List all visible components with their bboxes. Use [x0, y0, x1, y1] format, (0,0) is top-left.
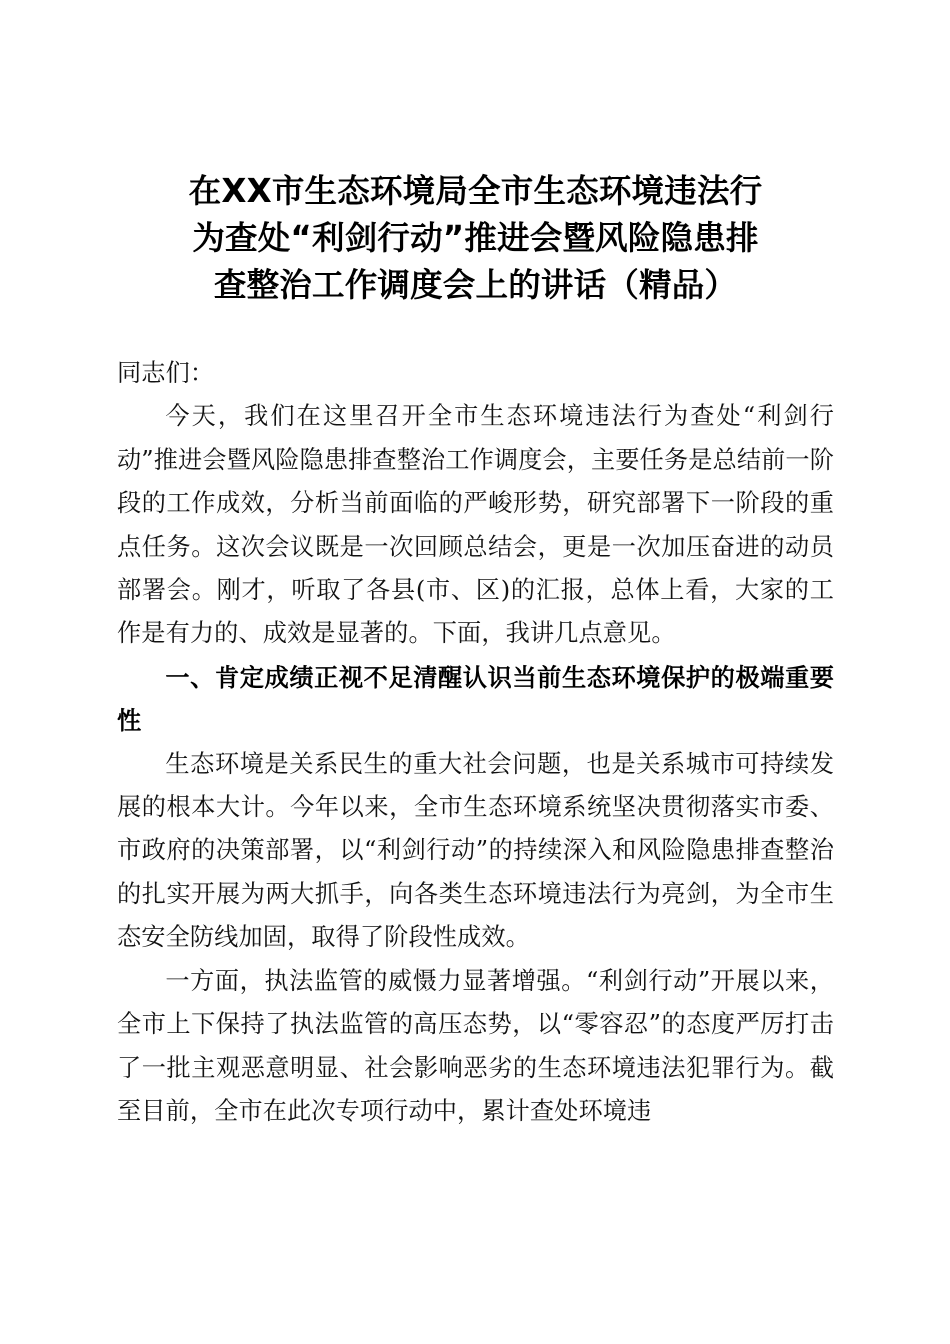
title-line-3: 查整治工作调度会上的讲话（精品）: [213, 266, 738, 304]
paragraph-section-one-1: 生态环境是关系民生的重大社会问题，也是关系城市可持续发展的根本大计。今年以来，全市生态环境系统坚决贯彻落实市委、市政府的决策部署，以“利剑行动”的持续深入和风险隐患排查整治的扎实开展为两大抓手，向各类生态环境违法行为亮剑，为全市生态安全防线加固，取得了阶段性成效。: [117, 749, 834, 952]
section-heading-one: 一、肯定成绩正视不足清醒认识当前生态环境保护的极端重要性: [117, 662, 834, 736]
title-line-1: 在XX市生态环境局全市生态环境违法行: [188, 172, 763, 210]
salutation-line: 同志们：: [117, 359, 215, 387]
paragraph-intro: 今天，我们在这里召开全市生态环境违法行为查处“利剑行动”推进会暨风险隐患排查整治工作调度会，主要任务是总结前一阶段的工作成效，分析当前面临的严峻形势，研究部署下一阶段的重点任务。这次会议既是一次回顾总结会，更是一次加压奋进的动员部署会。刚才，听取了各县(市、区)的汇报，总体上看，大家的工作是有力的、成效是显著的。下面，我讲几点意见。: [117, 402, 834, 648]
paragraph-section-one-2: 一方面，执法监管的威慑力显著增强。“利剑行动”开展以来，全市上下保持了执法监管的高压态势，以“零容忍”的态度严厉打击了一批主观恶意明显、社会影响恶劣的生态环境违法犯罪行为。截至目前，全市在此次专项行动中，累计查处环境违: [117, 966, 834, 1125]
page-title: [117, 168, 834, 309]
title-line-2: 为查处“利剑行动”推进会暨风险隐患排: [192, 219, 759, 257]
document-content: [117, 168, 834, 1133]
document-body: [117, 352, 834, 1133]
